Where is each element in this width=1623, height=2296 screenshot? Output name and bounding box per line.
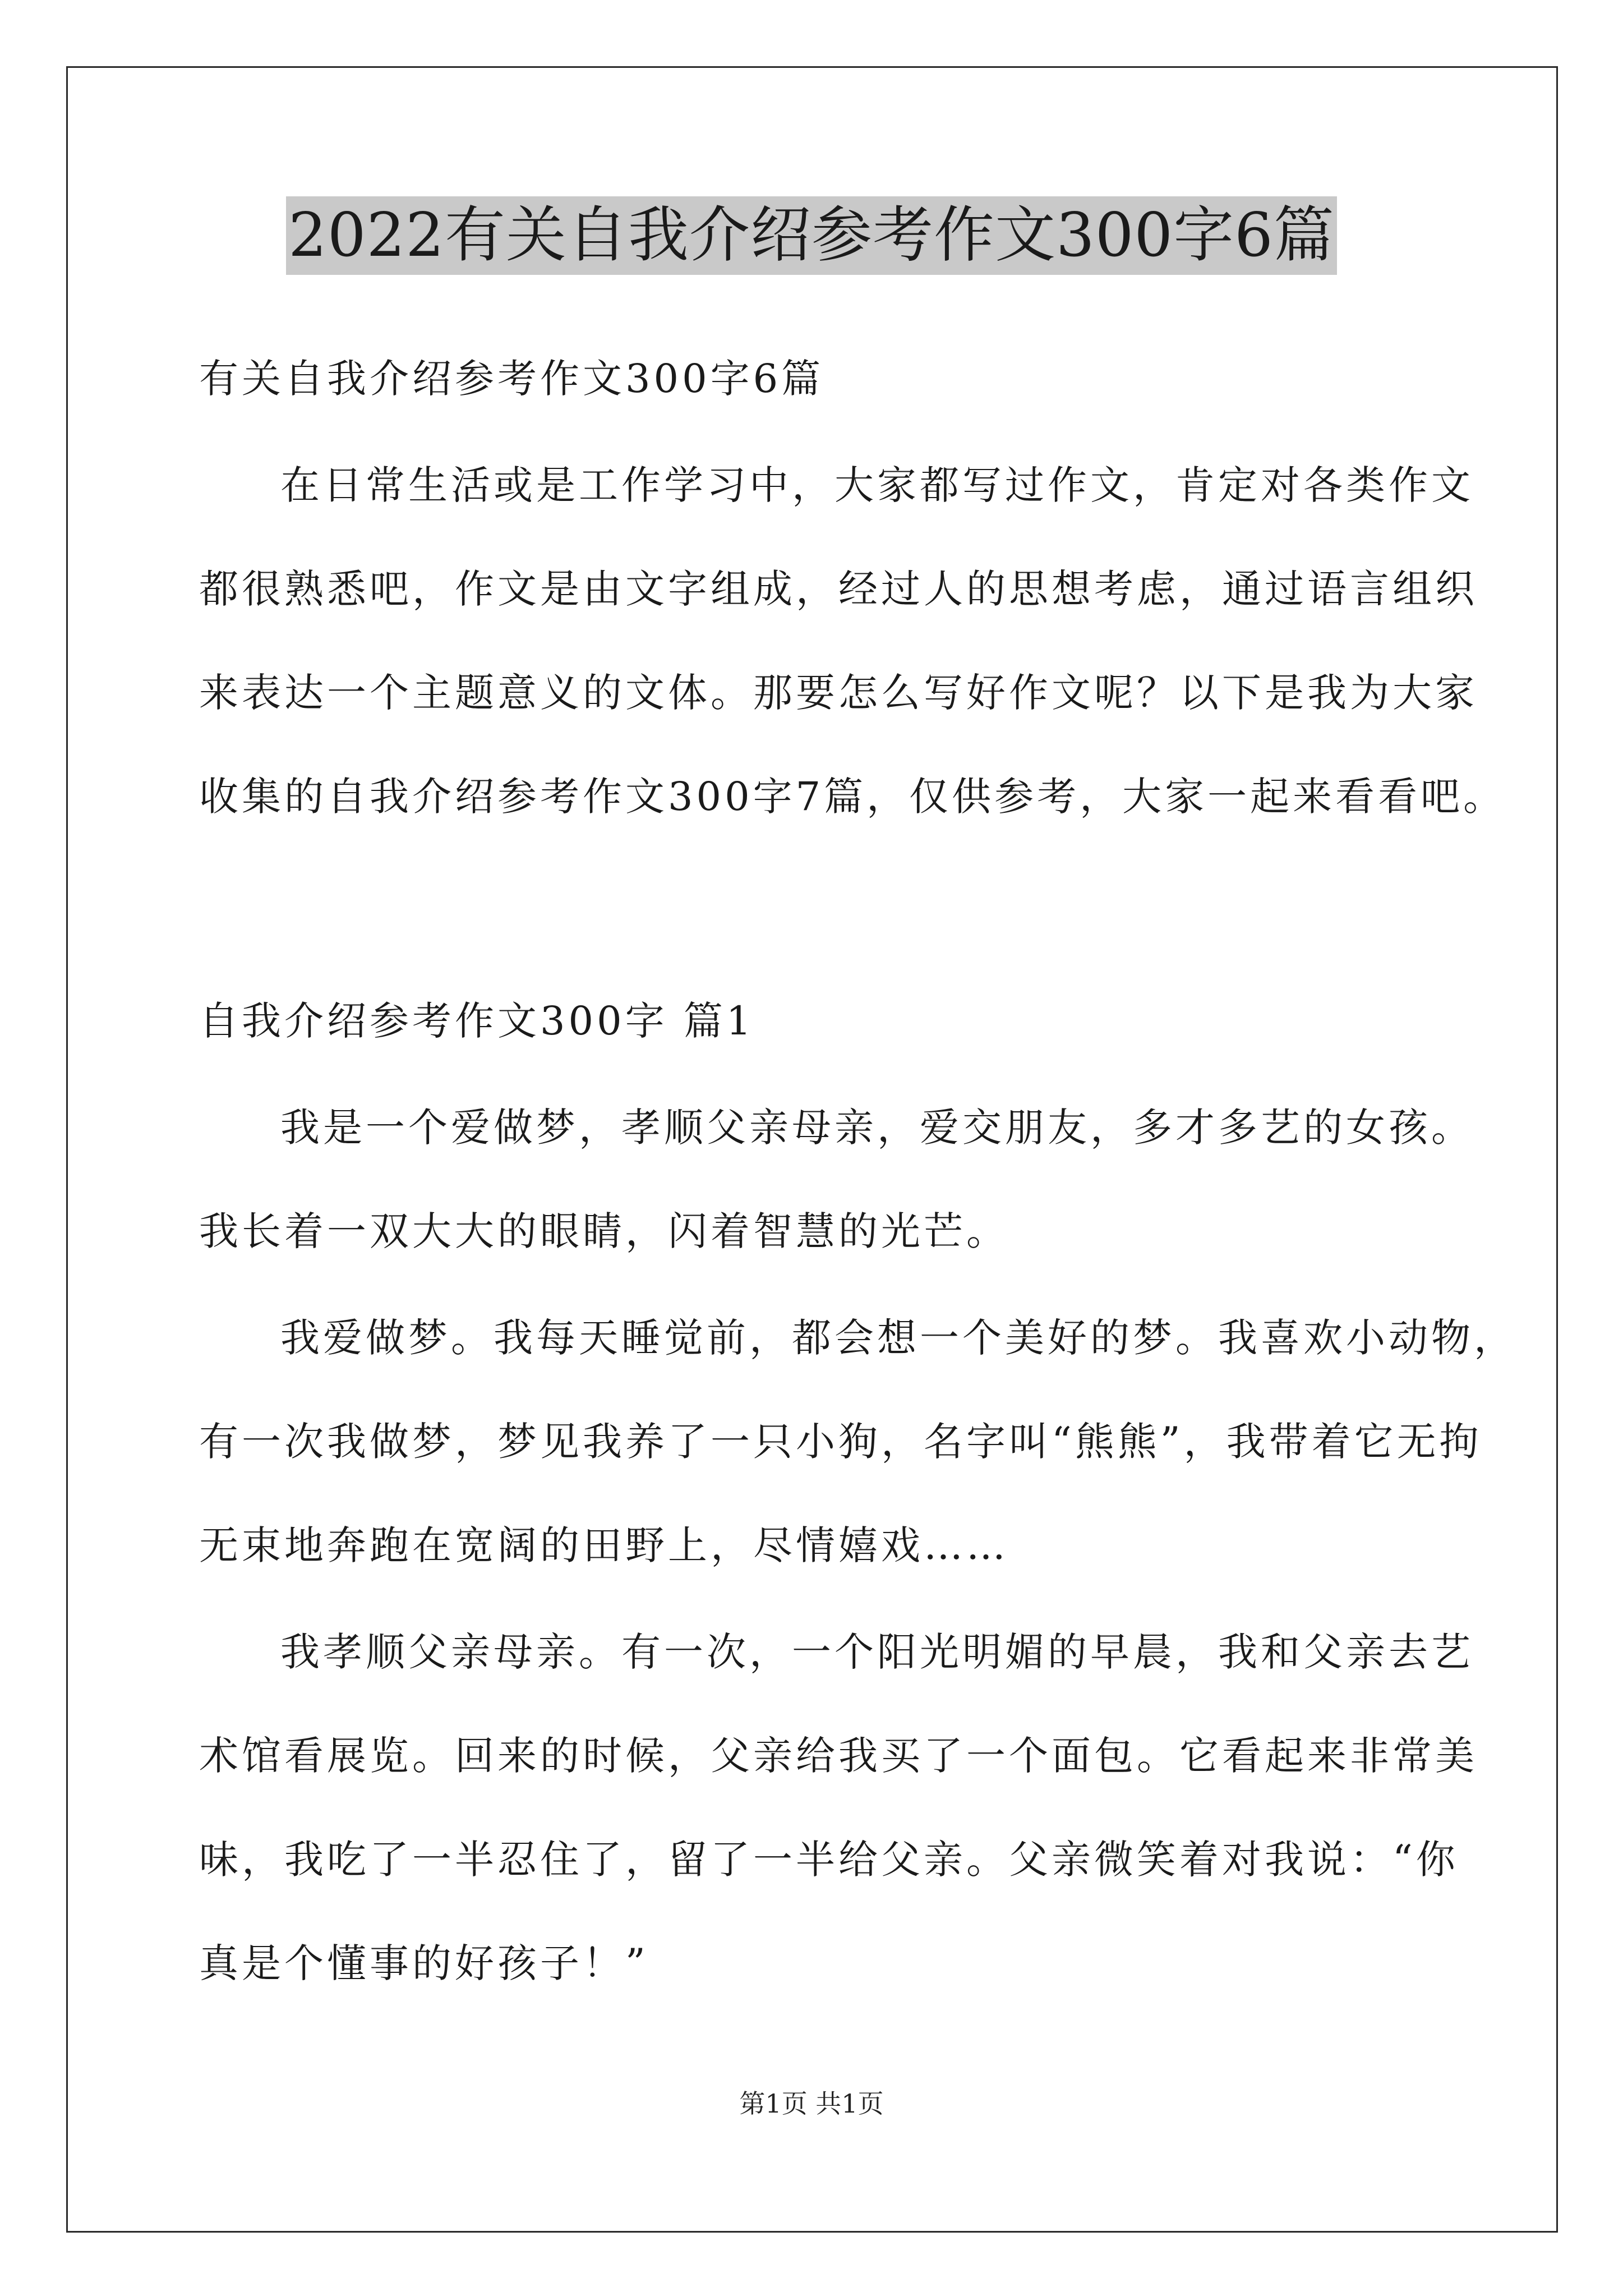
paragraph1-line-1: 我是一个爱做梦，孝顺父亲母亲，爱交朋友，多才多艺的女孩。 bbox=[280, 1105, 1474, 1151]
document-subtitle: 有关自我介绍参考作文300字6篇 bbox=[199, 356, 824, 402]
paragraph1-line-2: 我长着一双大大的眼睛，闪着智慧的光芒。 bbox=[199, 1208, 1009, 1254]
paragraph3-line-3: 味，我吃了一半忍住了，留了一半给父亲。父亲微笑着对我说：“你 bbox=[199, 1837, 1459, 1883]
paragraph2-line-1: 我爱做梦。我每天睡觉前，都会想一个美好的梦。我喜欢小动物， bbox=[280, 1315, 1516, 1361]
paragraph3-line-1: 我孝顺父亲母亲。有一次，一个阳光明媚的早晨，我和父亲去艺 bbox=[280, 1629, 1474, 1675]
paragraph2-line-3: 无束地奔跑在宽阔的田野上，尽情嬉戏…… bbox=[199, 1522, 1009, 1568]
intro-line-1: 在日常生活或是工作学习中，大家都写过作文，肯定对各类作文 bbox=[280, 462, 1474, 508]
intro-line-2: 都很熟悉吧，作文是由文字组成，经过人的思想考虑，通过语言组织 bbox=[199, 566, 1478, 612]
intro-line-3: 来表达一个主题意义的文体。那要怎么写好作文呢？以下是我为大家 bbox=[199, 670, 1478, 716]
paragraph3-line-4: 真是个懂事的好孩子！” bbox=[199, 1940, 649, 1986]
page-footer: 第1页 共1页 bbox=[739, 2088, 884, 2119]
title-container bbox=[0, 196, 1623, 275]
document-title: 2022有关自我介绍参考作文300字6篇 bbox=[286, 196, 1337, 275]
paragraph3-line-2: 术馆看展览。回来的时候，父亲给我买了一个面包。它看起来非常美 bbox=[199, 1733, 1478, 1779]
paragraph2-line-2: 有一次我做梦，梦见我养了一只小狗，名字叫“熊熊”，我带着它无拘 bbox=[199, 1419, 1482, 1465]
section-heading: 自我介绍参考作文300字 篇1 bbox=[199, 998, 755, 1044]
intro-line-4: 收集的自我介绍参考作文300字7篇，仅供参考，大家一起来看看吧。 bbox=[199, 774, 1506, 820]
